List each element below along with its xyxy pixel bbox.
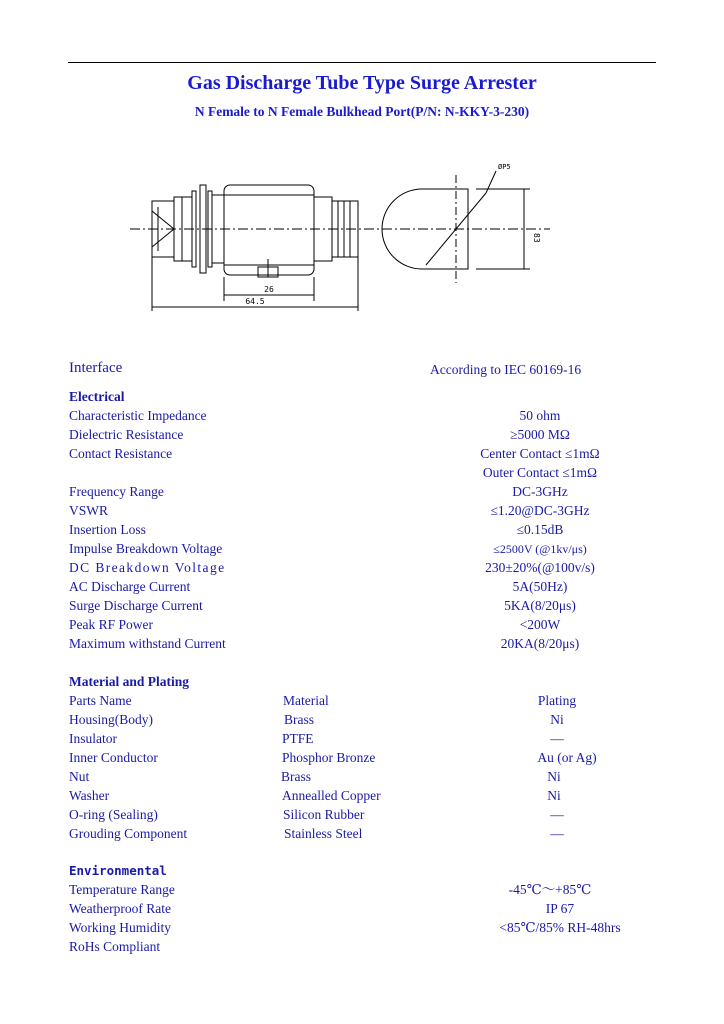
- part-name: Inner Conductor: [69, 750, 158, 765]
- col-plating: Plating: [537, 693, 577, 708]
- page-subtitle: N Female to N Female Bulkhead Port(P/N: N-KKY-3-230): [194, 104, 530, 119]
- spec-value: 5A(50Hz): [512, 579, 568, 594]
- part-plating: Ni: [547, 769, 561, 784]
- interface-value: According to IEC 60169-16: [430, 362, 582, 377]
- col-material: Material: [283, 693, 329, 708]
- col-parts-name: Parts Name: [69, 693, 132, 708]
- part-name: Washer: [69, 788, 110, 803]
- part-name: Housing(Body): [69, 712, 153, 727]
- spec-label: Contact Resistance: [69, 446, 173, 461]
- technical-drawing: [130, 155, 550, 320]
- part-material: Silicon Rubber: [283, 807, 365, 822]
- env-label: Weatherproof Rate: [69, 901, 171, 916]
- dim-phi-label: ØP5: [498, 163, 511, 171]
- spec-value: Center Contact ≤1mΩ: [480, 446, 600, 461]
- env-label: Temperature Range: [69, 882, 175, 897]
- dim-height-label: 83: [532, 233, 541, 243]
- spec-label: Impulse Breakdown Voltage: [69, 541, 223, 556]
- part-plating: Au (or Ag): [537, 750, 597, 765]
- dim-26-label: 26: [264, 285, 274, 294]
- spec-value: ≤2500V (@1kv/μs): [493, 542, 587, 556]
- spec-label: Insertion Loss: [69, 522, 146, 537]
- arrester-body: [224, 185, 314, 275]
- spec-label: VSWR: [69, 503, 109, 518]
- part-material: Phosphor Bronze: [282, 750, 376, 765]
- part-name: Insulator: [69, 731, 117, 746]
- env-value: IP 67: [545, 901, 575, 916]
- part-name: Nut: [69, 769, 90, 784]
- electrical-heading: Electrical: [69, 389, 125, 404]
- spec-label: DC Breakdown Voltage: [69, 560, 226, 575]
- spec-label: Dielectric Resistance: [69, 427, 184, 442]
- part-plating: Ni: [550, 712, 564, 727]
- spec-label: Maximum withstand Current: [69, 636, 226, 651]
- dim-total-label: 64.5: [245, 297, 265, 306]
- interface-label: Interface: [69, 360, 123, 376]
- part-name: Grouding Component: [69, 826, 188, 841]
- part-material: Brass: [281, 769, 311, 784]
- spec-label: Frequency Range: [69, 484, 164, 499]
- part-plating: —: [550, 731, 564, 746]
- part-material: Annealled Copper: [282, 788, 381, 803]
- spec-value: 50 ohm: [519, 408, 561, 423]
- env-label: RoHs Compliant: [69, 939, 161, 954]
- part-plating: —: [550, 826, 564, 841]
- spec-value: ≤1.20@DC-3GHz: [490, 503, 590, 518]
- spec-value: DC-3GHz: [512, 484, 568, 499]
- spec-value: 20KA(8/20μs): [500, 636, 580, 651]
- spec-value: Outer Contact ≤1mΩ: [482, 465, 598, 480]
- spec-label: Peak RF Power: [69, 617, 153, 632]
- env-value: <85℃/85% RH-48hrs: [499, 920, 621, 935]
- spec-label: AC Discharge Current: [69, 579, 191, 594]
- part-plating: —: [550, 807, 564, 822]
- material-heading: Material and Plating: [69, 674, 189, 689]
- spec-value: 5KA(8/20μs): [504, 598, 576, 613]
- env-label: Working Humidity: [69, 920, 172, 935]
- env-value: -45℃～+85℃: [508, 882, 592, 897]
- environmental-heading: Environmental: [69, 863, 167, 878]
- spec-label: Surge Discharge Current: [69, 598, 203, 613]
- spec-value: ≤0.15dB: [516, 522, 564, 537]
- spec-value: 230±20%(@100v/s): [485, 560, 595, 575]
- spec-label: Characteristic Impedance: [69, 408, 207, 423]
- part-material: PTFE: [282, 731, 314, 746]
- part-name: O-ring (Sealing): [69, 807, 158, 822]
- page-title: Gas Discharge Tube Type Surge Arrester: [187, 72, 537, 94]
- part-material: Brass: [284, 712, 314, 727]
- part-plating: Ni: [547, 788, 561, 803]
- top-rule: [68, 62, 656, 63]
- spec-value: <200W: [519, 617, 561, 632]
- part-material: Stainless Steel: [284, 826, 363, 841]
- spec-value: ≥5000 MΩ: [510, 427, 570, 442]
